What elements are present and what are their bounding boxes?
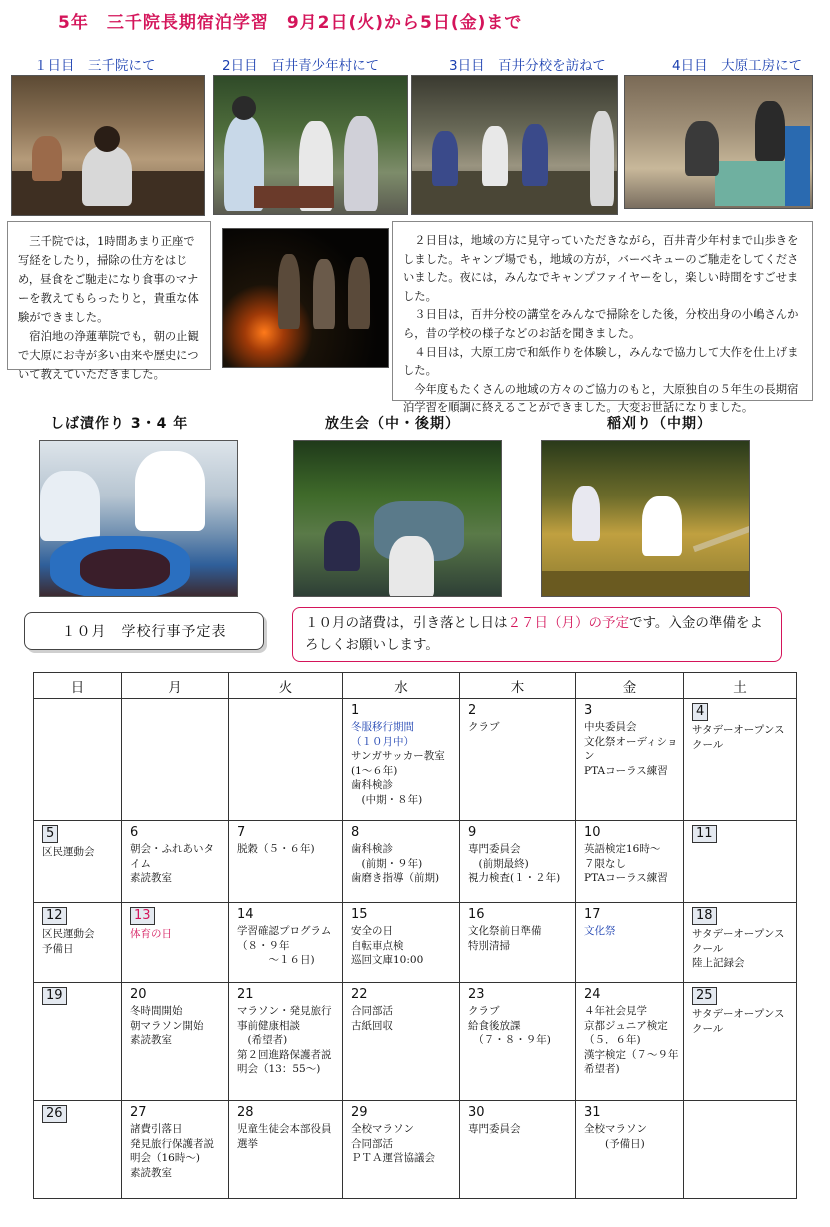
calendar-event: マラソン・発見旅行事前健康相談: [237, 1005, 332, 1032]
report-paragraph: 三千院では，1時間あまり正座で写経をしたり，掃除の仕方をはじめ，昼食をご馳走になり食事のマナーを教えてもらったりと，貴重な体験ができました。: [18, 235, 199, 324]
weekday-thu: 木: [460, 673, 576, 699]
calendar-event: (中期・８年): [351, 793, 423, 806]
day-number: 10: [584, 825, 601, 840]
day-number: 13: [130, 907, 155, 925]
highlight-event: （１０月中）: [351, 735, 414, 748]
notice-text: １０月の諸費は，引き落とし日は: [305, 615, 508, 631]
calendar-event: 第２回進路保護者説明会（13：55～): [237, 1048, 332, 1075]
fee-notice: [292, 607, 782, 662]
calendar-week: [34, 699, 797, 821]
calendar-event: 専門委員会: [468, 1123, 521, 1135]
photo-momoi-school: [411, 75, 618, 215]
event-title-shibazuke: しば漬作り 3・4 年: [50, 416, 189, 432]
calendar-event: 自転車点検: [351, 939, 404, 952]
highlight-event: 文化祭: [584, 925, 616, 937]
notice-text: です。入金の準備をよろしくお願いします。: [305, 615, 763, 653]
calendar-event: 合同部活: [351, 1005, 393, 1017]
calendar-day-cell: [684, 903, 797, 983]
calendar-day-cell: [229, 821, 343, 903]
calendar-day-cell: [229, 699, 343, 821]
day-number: 22: [351, 987, 368, 1002]
calendar-event: 〜１６日): [237, 954, 315, 966]
report-paragraph: ４日目は，大原工房で和紙作りを体験し，みんなで協力して大作を仕上げました。: [403, 345, 799, 378]
day-number: 25: [692, 987, 717, 1005]
page-title: 5年 三千院長期宿泊学習 9月2日(火)から5日(金)まで: [58, 13, 523, 33]
day-number: 27: [130, 1105, 147, 1120]
notice-date: ２７日（月）の予定: [507, 615, 629, 631]
weekday-wed: 水: [343, 673, 460, 699]
day-number: 18: [692, 907, 717, 925]
calendar-event: クラブ: [468, 721, 500, 733]
calendar-event: 古紙回収: [351, 1019, 393, 1032]
calendar-day-cell: [343, 983, 460, 1101]
calendar-event: 視力検査(１・２年): [468, 872, 561, 884]
calendar-event: （７・８・９年): [468, 1034, 551, 1046]
photo-momoi-bbq: [213, 75, 408, 215]
october-calendar: [33, 672, 797, 1199]
day-number: 5: [42, 825, 58, 843]
calendar-event: 合同部活: [351, 1137, 393, 1150]
calendar-event: 脱穀（５・６年): [237, 843, 315, 855]
calendar-title: １０月 学校行事予定表: [24, 612, 264, 650]
calendar-day-cell: [460, 821, 576, 903]
report-paragraph: 今年度もたくさんの地域の方々のご協力のもと，大原独自の５年生の長期宿泊学習を順調に終えることができました。大変お世話になりました。: [403, 382, 799, 415]
holiday-label: 体育の日: [130, 928, 172, 940]
calendar-day-cell: [460, 983, 576, 1101]
calendar-day-cell: [229, 903, 343, 983]
calendar-event: 学習確認プログラム（８・９年: [237, 925, 332, 952]
day-number: 31: [584, 1105, 601, 1120]
weekday-sat: 土: [684, 673, 797, 699]
photo-ohara-workshop: [624, 75, 813, 209]
event-title-hojoe: 放生会（中・後期）: [325, 416, 460, 432]
photo-campfire: [222, 228, 389, 368]
calendar-event: 区民運動会: [42, 846, 95, 858]
calendar-event: 文化祭オーディション: [584, 735, 678, 762]
calendar-event: ４年社会見学: [584, 1005, 647, 1017]
day-number: 26: [42, 1105, 67, 1123]
day3-label: 3日目 百井分校を訪ねて: [449, 58, 606, 74]
calendar-week: [34, 983, 797, 1101]
report-paragraph: ３日目は，百井分校の講堂をみんなで掃除をした後，分校出身の小嶋さんから，昔の学校の様子などのお話を聞きました。: [403, 308, 799, 340]
weekday-header: [34, 673, 797, 699]
calendar-day-cell: [122, 821, 229, 903]
calendar-event: 素読教室: [130, 872, 172, 884]
calendar-day-cell: [684, 699, 797, 821]
photo-sanzenin: [11, 75, 205, 216]
calendar-week: [34, 903, 797, 983]
calendar-day-cell: [229, 1101, 343, 1199]
calendar-day-cell: [576, 699, 684, 821]
calendar-week: [34, 821, 797, 903]
calendar-event: 発見旅行保護者説明会（16時～): [130, 1137, 214, 1164]
photo-shibazuke: [39, 440, 238, 597]
calendar-event: 朝会・ふれあいタイム: [130, 843, 214, 870]
calendar-event: 冬時間開始: [130, 1005, 183, 1017]
calendar-day-cell: [343, 821, 460, 903]
calendar-event: (希望者): [237, 1034, 288, 1046]
calendar-day-cell: [34, 983, 122, 1101]
calendar-event: 給食後放課: [468, 1019, 521, 1032]
calendar-event: 全校マラソン: [351, 1123, 414, 1135]
day-number: 24: [584, 987, 601, 1002]
day1-label: １日目 三千院にて: [34, 58, 156, 74]
calendar-day-cell: [460, 903, 576, 983]
day-number: 6: [130, 825, 139, 840]
calendar-day-cell: [684, 1101, 797, 1199]
day-number: 9: [468, 825, 477, 840]
calendar-day-cell: [576, 903, 684, 983]
weekday-mon: 月: [122, 673, 229, 699]
calendar-event: 文化祭前日準備: [468, 925, 542, 937]
day-number: 19: [42, 987, 67, 1005]
calendar-event: 児童生徒会本部役員選挙: [237, 1123, 332, 1150]
day2-label: 2日目 百井青少年村にて: [222, 58, 380, 74]
calendar-week: [34, 1101, 797, 1199]
day-number: 8: [351, 825, 360, 840]
day-number: 17: [584, 907, 601, 922]
weekday-fri: 金: [576, 673, 684, 699]
calendar-event: 中央委員会: [584, 721, 637, 733]
photo-hojoe: [293, 440, 502, 597]
report-text-right: [392, 221, 813, 415]
day-number: 3: [584, 703, 593, 718]
highlight-event: 冬服移行期間: [351, 721, 414, 733]
calendar-day-cell: [34, 699, 122, 821]
day-number: 15: [351, 907, 368, 922]
day-number: 14: [237, 907, 254, 922]
report-text-left: [7, 221, 211, 381]
calendar-event: サタデーオープンスクール: [692, 724, 785, 751]
calendar-event: PTAコーラス練習: [584, 872, 668, 884]
calendar-event: サタデーオープンスクール: [692, 928, 785, 955]
calendar-day-cell: [122, 1101, 229, 1199]
calendar-event: 歯磨き指導（前期): [351, 872, 440, 884]
calendar-event: 歯科検診: [351, 843, 393, 855]
calendar-event: サンガサッカー教室(1～６年): [351, 750, 445, 777]
day-number: 12: [42, 907, 67, 925]
day-number: 20: [130, 987, 147, 1002]
day-number: 7: [237, 825, 246, 840]
calendar-day-cell: [684, 983, 797, 1101]
calendar-event: ＰＴＡ運営協議会: [351, 1152, 435, 1164]
event-title-inekari: 稲刈り（中期）: [607, 416, 712, 432]
calendar-day-cell: [576, 821, 684, 903]
calendar-day-cell: [576, 1101, 684, 1199]
calendar-event: 京都ジュニア検定（５．６年): [584, 1019, 668, 1046]
day-number: 21: [237, 987, 254, 1002]
calendar-day-cell: [122, 983, 229, 1101]
calendar-event: 巡回文庫10:00: [351, 954, 424, 966]
calendar-event: PTAコーラス練習: [584, 764, 668, 777]
calendar-day-cell: [576, 983, 684, 1101]
calendar-event: (予備日): [584, 1137, 645, 1150]
calendar-day-cell: [122, 699, 229, 821]
calendar-day-cell: [34, 821, 122, 903]
report-paragraph: ２日目は，地域の方に見守っていただきながら，百井青少年村まで山歩きをしました。キャンプ場でも，地域の方が，バーベキューのご馳走をしてくださいました。夜には，みんなでキャンプファイヤーをし，楽しい時間をすごせました。: [403, 234, 799, 303]
calendar-day-cell: [34, 903, 122, 983]
calendar-event: (前期最終): [468, 857, 529, 870]
calendar-event: (前期・９年): [351, 857, 423, 870]
calendar-day-cell: [460, 1101, 576, 1199]
calendar-event: ７限なし: [584, 857, 626, 870]
calendar-day-cell: [460, 699, 576, 821]
calendar-event: 区民運動会: [42, 928, 95, 940]
calendar-day-cell: [343, 903, 460, 983]
day-number: 30: [468, 1105, 485, 1120]
calendar-event: 安全の日: [351, 925, 393, 937]
calendar-day-cell: [684, 821, 797, 903]
day-number: 11: [692, 825, 717, 843]
calendar-event: 専門委員会: [468, 843, 521, 855]
calendar-day-cell: [122, 903, 229, 983]
calendar-event: 予備日: [42, 942, 74, 955]
calendar-event: 素読教室: [130, 1166, 172, 1179]
day-number: 4: [692, 703, 708, 721]
calendar-event: 全校マラソン: [584, 1123, 647, 1135]
day-number: 16: [468, 907, 485, 922]
calendar-event: 漢字検定（７～９年希望者): [584, 1048, 679, 1075]
calendar-event: 陸上記録会: [692, 957, 745, 969]
day-number: 23: [468, 987, 485, 1002]
weekday-sun: 日: [34, 673, 122, 699]
calendar-event: 特別清掃: [468, 939, 510, 952]
report-paragraph: 宿泊地の浄蓮華院でも，朝の止観で大原にお寺が多い由来や歴史について教えていただきました。: [18, 330, 199, 381]
calendar-event: クラブ: [468, 1005, 500, 1017]
photo-inekari: [541, 440, 750, 597]
calendar-event: 英語検定16時～: [584, 843, 661, 855]
calendar-event: 朝マラソン開始: [130, 1019, 204, 1032]
day-number: 29: [351, 1105, 368, 1120]
calendar-event: 素読教室: [130, 1034, 172, 1046]
day-number: 1: [351, 703, 360, 718]
calendar-day-cell: [229, 983, 343, 1101]
calendar-day-cell: [343, 1101, 460, 1199]
calendar-event: 諸費引落日: [130, 1123, 183, 1135]
day4-label: 4日目 大原工房にて: [672, 58, 803, 74]
weekday-tue: 火: [229, 673, 343, 699]
calendar-day-cell: [34, 1101, 122, 1199]
day-number: 28: [237, 1105, 254, 1120]
calendar-event: 歯科検診: [351, 779, 393, 791]
calendar-event: サタデーオープンスクール: [692, 1008, 785, 1035]
day-number: 2: [468, 703, 477, 718]
calendar-day-cell: [343, 699, 460, 821]
